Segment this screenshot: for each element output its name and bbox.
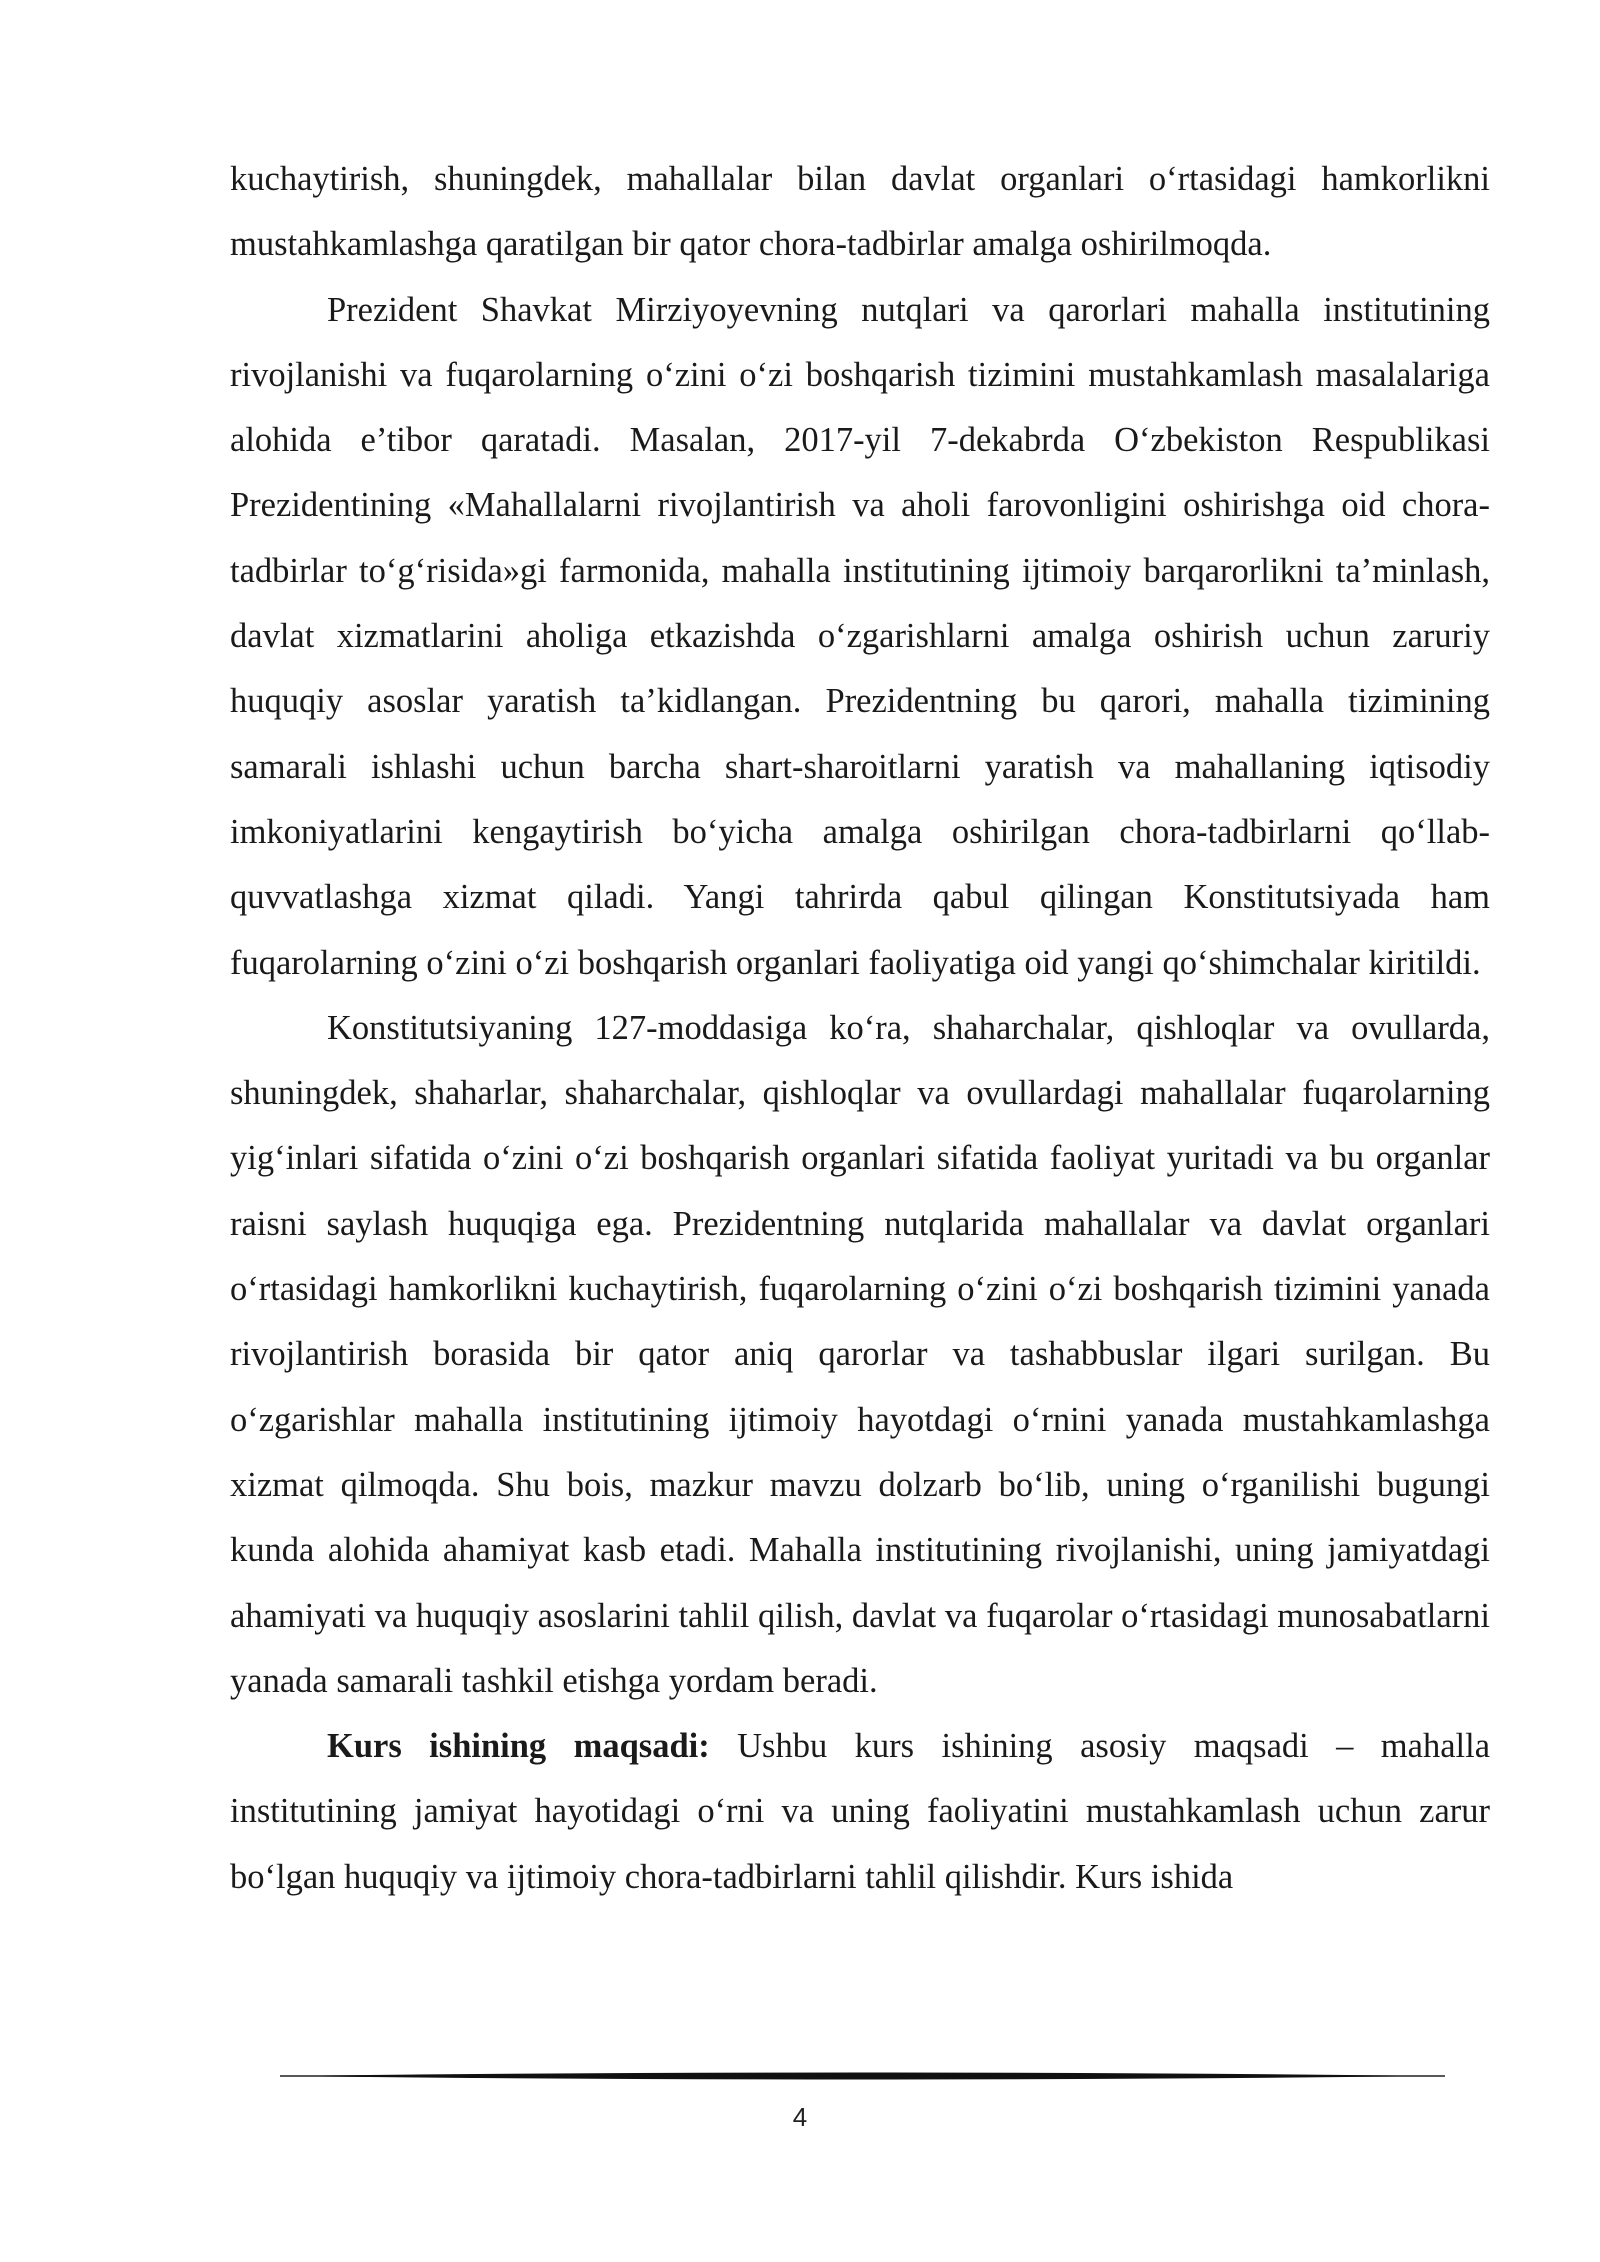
paragraph-4	[230, 1714, 1490, 1910]
page-number: 4	[792, 2102, 808, 2132]
footer-divider	[280, 2070, 1445, 2082]
paragraph-1: kuchaytirish, shuningdek, mahallalar bilan davlat organlari o‘rtasidagi hamkorlikni mustahkamlashga qaratilgan bir qator chora-tadbirlar amalga oshirilmoqda.	[230, 160, 1490, 264]
paragraph-2: Prezident Shavkat Mirziyoyevning nutqlari va qarorlari mahalla institutining rivojlanishi va fuqarolarning o‘zini o‘zi boshqarish tizimini mustahkamlash masalalariga alohida e’tibor qaratadi. Masalan, 2017-yil 7-dekabrda O‘zbekiston Respublikasi Prezidentining «Mahallalarni rivojlantirish va aholi farovonligini oshirishga oid chora-tadbirlar to‘g‘risida»gi farmonida, mahalla institutining ijtimoiy barqarorlikni ta’minlash, davlat xizmatlarini aholiga etkazishda o‘zgarishlarni amalga oshirish uchun zaruriy huquqiy asoslar yaratish ta’kidlangan. Prezidentning bu qarori, mahalla tizimining samarali ishlashi uchun barcha shart-sharoitlarni yaratish va mahallaning iqtisodiy imkoniyatlarini kengaytirish bo‘yicha amalga oshirilgan chora-tadbirlarni qo‘llab-quvvatlashga xizmat qiladi. Yangi tahrirda qabul qilingan Konstitutsiyada ham fuqarolarning o‘zini o‘zi boshqarish organlari faoliyatiga oid yangi qo‘shimchalar kiritildi.	[230, 290, 1490, 982]
page-body	[230, 147, 1490, 1910]
paragraph-4-lead: Kurs ishining maqsadi:	[327, 1727, 710, 1766]
paragraph-3: Konstitutsiyaning 127-moddasiga ko‘ra, shaharchalar, qishloqlar va ovullarda, shuningdek, shaharlar, shaharchalar, qishloqlar va ovullardagi mahallalar fuqarolarning yig‘inlari sifatida o‘zini o‘zi boshqarish organlari sifatida faoliyat yuritadi va bu organlar raisni saylash huquqiga ega. Prezidentning nutqlarida mahallalar va davlat organlari o‘rtasidagi hamkorlikni kuchaytirish, fuqarolarning o‘zini o‘zi boshqarish tizimini yanada rivojlantirish borasida bir qator aniq qarorlar va tashabbuslar ilgari surilgan. Bu o‘zgarishlar mahalla institutining ijtimoiy hayotdagi o‘rnini yanada mustahkamlashga xizmat qilmoqda. Shu bois, mazkur mavzu dolzarb bo‘lib, uning o‘rganilishi bugungi kunda alohida ahamiyat kasb etadi. Mahalla institutining rivojlanishi, uning jamiyatdagi ahamiyati va huquqiy asoslarini tahlil qilish, davlat va fuqarolar o‘rtasidagi munosabatlarni yanada samarali tashkil etishga yordam beradi.	[230, 1008, 1490, 1700]
paragraph-4-text: Ushbu kurs ishining asosiy maqsadi – mahalla institutining jamiyat hayotidagi o‘rni va uning faoliyatini mustahkamlash uchun zarur bo‘lgan huquqiy va ijtimoiy chora-tadbirlarni tahlil qilishdir. Kurs ishida	[230, 1727, 1491, 1896]
